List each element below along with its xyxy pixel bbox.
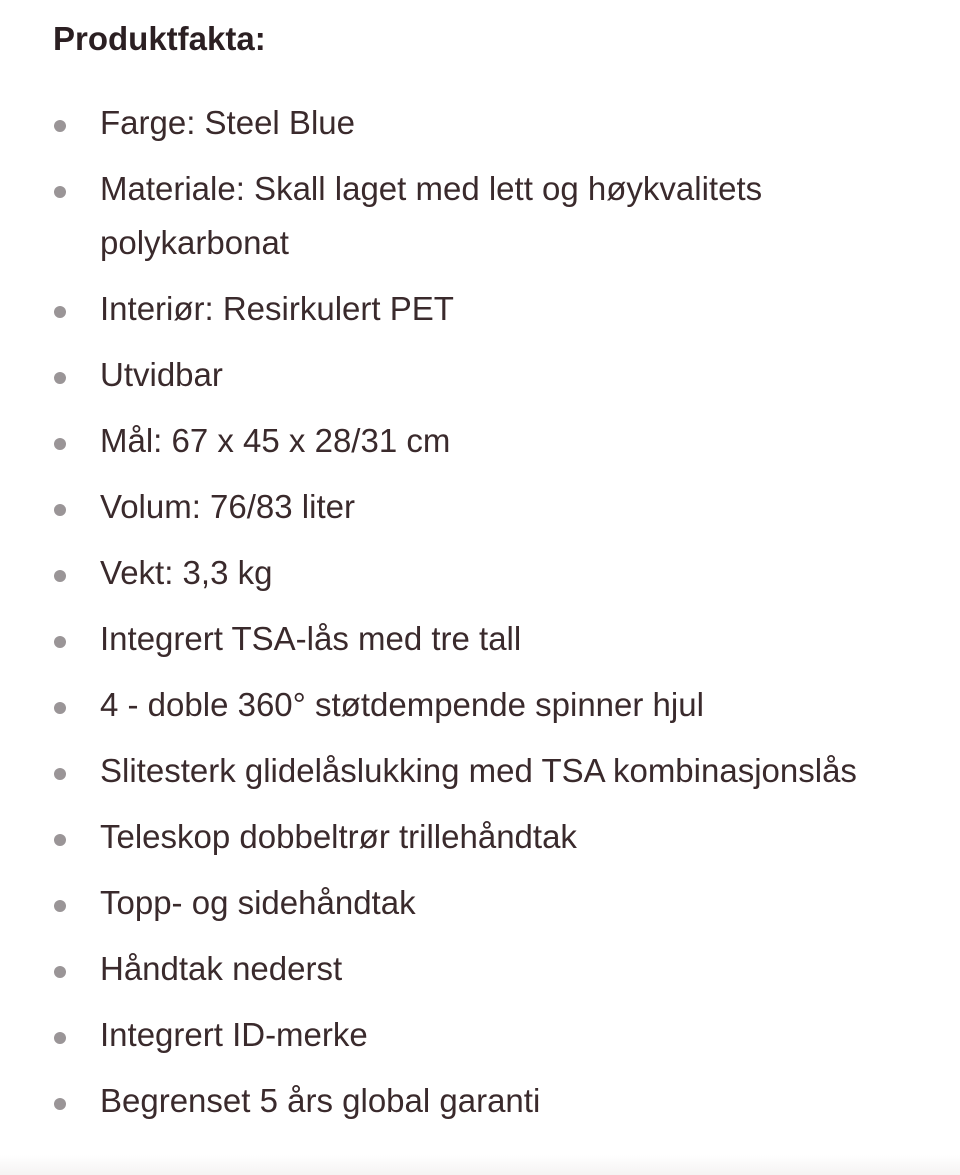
bullet-icon: [54, 570, 66, 582]
fact-text: Begrenset 5 års global garanti: [100, 1082, 541, 1119]
fact-text: Materiale: Skall laget med lett og høykvalitets polykarbonat: [100, 170, 763, 261]
fact-text: Interiør: Resirkulert PET: [100, 290, 454, 327]
bottom-edge: [0, 1155, 960, 1175]
bullet-icon: [54, 372, 66, 384]
list-item: [0, 414, 960, 468]
list-item: [0, 876, 960, 930]
bullet-icon: [54, 504, 66, 516]
fact-text: Integrert ID-merke: [100, 1016, 368, 1053]
bullet-icon: [54, 306, 66, 318]
fact-text: Integrert TSA-lås med tre tall: [100, 620, 522, 657]
fact-text: Volum: 76/83 liter: [100, 488, 355, 525]
fact-text: Slitesterk glidelåslukking med TSA kombinasjonslås: [100, 752, 857, 789]
fact-text: 4 - doble 360° støtdempende spinner hjul: [100, 686, 704, 723]
list-item: [0, 546, 960, 600]
list-item: [0, 96, 960, 150]
list-item: [0, 348, 960, 402]
list-item: [0, 612, 960, 666]
list-item: [0, 744, 960, 798]
list-item: [0, 480, 960, 534]
list-item: [0, 810, 960, 864]
list-item: [0, 162, 960, 270]
fact-text: Mål: 67 x 45 x 28/31 cm: [100, 422, 451, 459]
bullet-icon: [54, 966, 66, 978]
bullet-icon: [54, 1032, 66, 1044]
bullet-icon: [54, 768, 66, 780]
fact-text: Vekt: 3,3 kg: [100, 554, 273, 591]
bullet-icon: [54, 120, 66, 132]
fact-text: Utvidbar: [100, 356, 223, 393]
bullet-icon: [54, 636, 66, 648]
section-heading: Produktfakta:: [53, 20, 266, 57]
bullet-icon: [54, 186, 66, 198]
bullet-icon: [54, 438, 66, 450]
fact-text: Håndtak nederst: [100, 950, 343, 987]
product-facts-list: [0, 96, 960, 1140]
list-item: [0, 1008, 960, 1062]
fact-text: Farge: Steel Blue: [100, 104, 355, 141]
list-item: [0, 678, 960, 732]
bullet-icon: [54, 702, 66, 714]
bullet-icon: [54, 1098, 66, 1110]
fact-text: Teleskop dobbeltrør trillehåndtak: [100, 818, 577, 855]
list-item: [0, 942, 960, 996]
bullet-icon: [54, 900, 66, 912]
list-item: [0, 1074, 960, 1128]
bullet-icon: [54, 834, 66, 846]
fact-text: Topp- og sidehåndtak: [100, 884, 416, 921]
list-item: [0, 282, 960, 336]
